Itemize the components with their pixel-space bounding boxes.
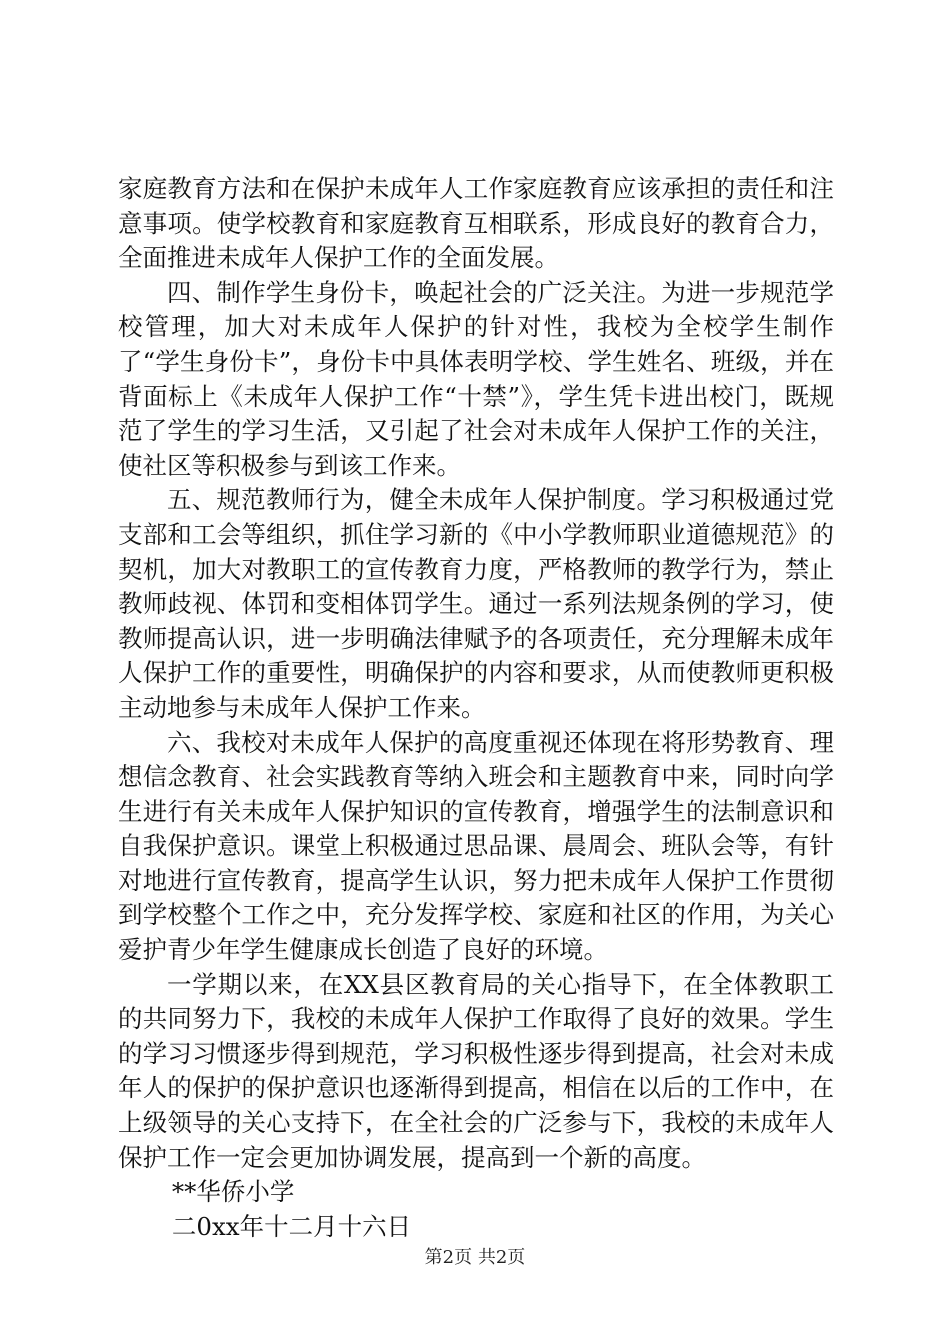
paragraph-teacher-conduct: 五、规范教师行为，健全未成年人保护制度。学习积极通过党支部和工会等组织，抓住学习新的《中小学教师职业道德规范》的契机，加大对教职工的宣传教育力度，严格教师的教学行为，禁止教师歧视、体罚和变相体罚学生。通过一系列法规条例的学习，使教师提高认识，进一步明确法律赋予的各项责任，充分理解未成年人保护工作的重要性，明确保护的内容和要求，从而使教师更积极主动地参与未成年人保护工作来。: [118, 485, 834, 722]
paragraph-continuation: 家庭教育方法和在保护未成年人工作家庭教育应该承担的责任和注意事项。使学校教育和家庭教育互相联系，形成良好的教育合力，全面推进未成年人保护工作的全面发展。: [118, 174, 834, 273]
paragraph-student-id-card: 四、制作学生身份卡，唤起社会的广泛关注。为进一步规范学校管理，加大对未成年人保护的针对性，我校为全校学生制作了“学生身份卡”，身份卡中具体表明学校、学生姓名、班级，并在背面标上《未成年人保护工作“十禁”》，学生凭卡进出校门，既规范了学生的学习生活，又引起了社会对未成年人保护工作的关注，使社区等积极参与到该工作来。: [118, 277, 834, 480]
signature-date: 二0xx年十二月十六日: [171, 1211, 412, 1241]
document-body: [118, 172, 834, 1244]
signature-school: **华侨小学: [171, 1177, 295, 1207]
paragraph-theme-education: 六、我校对未成年人保护的高度重视还体现在将形势教育、理想信念教育、社会实践教育等纳入班会和主题教育中来，同时向学生进行有关未成年人保护知识的宣传教育，增强学生的法制意识和自我保护意识。课堂上积极通过思品课、晨周会、班队会等，有针对地进行宣传教育，提高学生认识，努力把未成年人保护工作贯彻到学校整个工作之中，充分发挥学校、家庭和社区的作用，为关心爱护青少年学生健康成长创造了良好的环境。: [118, 727, 834, 965]
paragraph-summary: 一学期以来，在XX县区教育局的关心指导下，在全体教职工的共同努力下，我校的未成年人保护工作取得了良好的效果。学生的学习习惯逐步得到规范，学习积极性逐步得到提高，社会对未成年人的保护的保护意识也逐渐得到提高，相信在以后的工作中，在上级领导的关心支持下，在全社会的广泛参与下，我校的未成年人保护工作一定会更加协调发展，提高到一个新的高度。: [118, 969, 834, 1172]
page-number-footer: 第2页 共2页: [424, 1247, 526, 1268]
